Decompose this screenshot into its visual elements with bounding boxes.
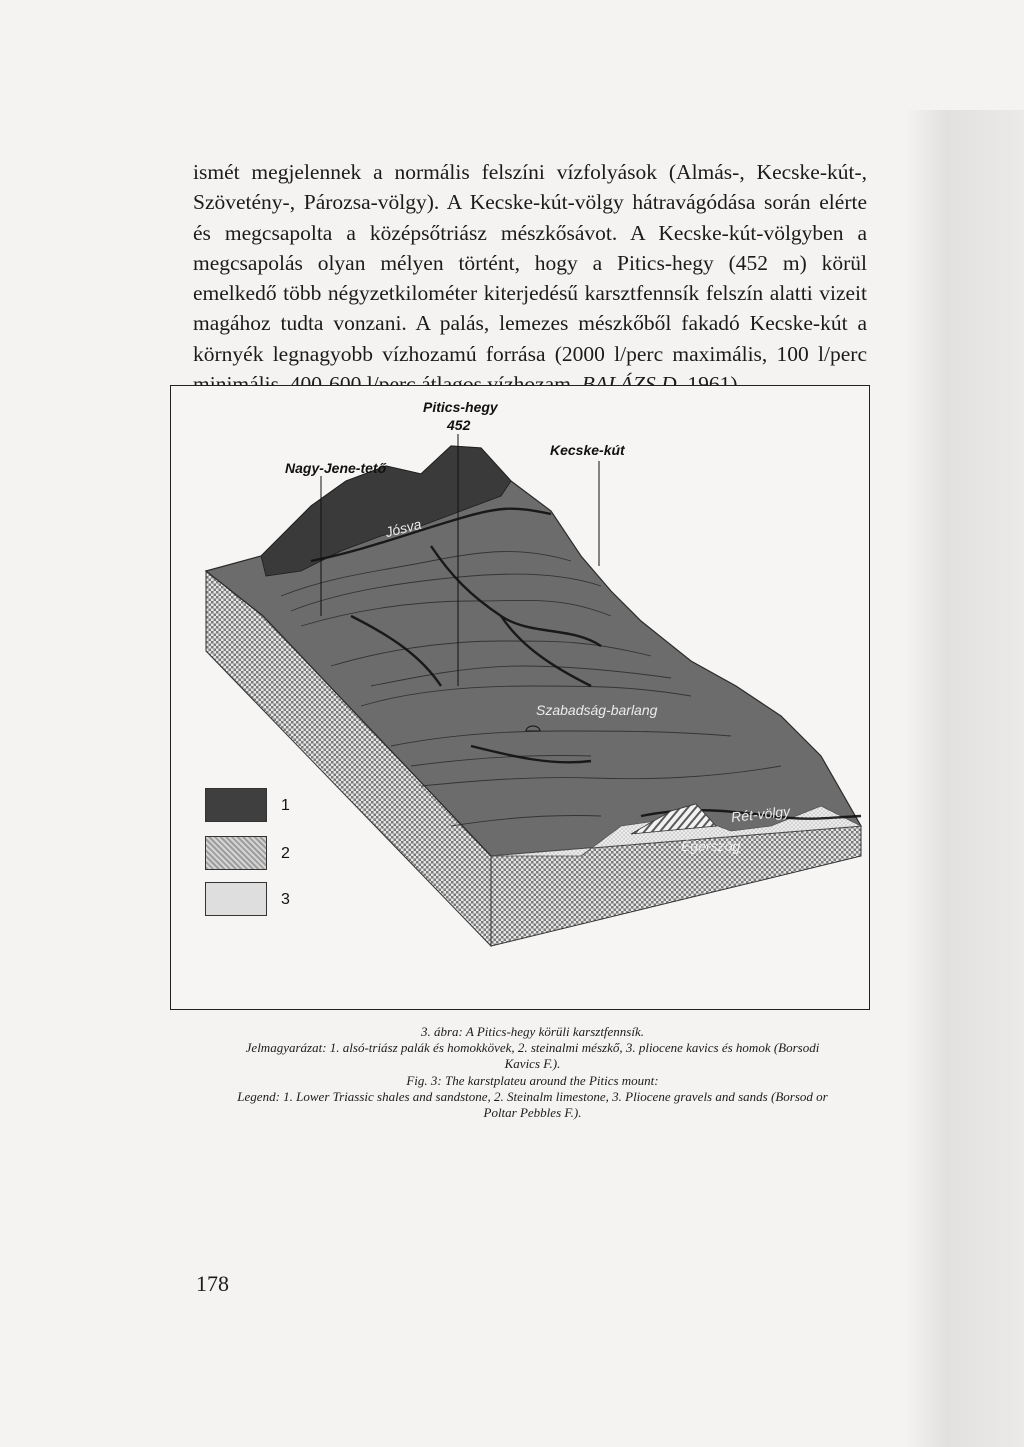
label-szabadsag-barlang: Szabadság-barlang — [536, 702, 658, 718]
legend-swatch-3 — [205, 882, 267, 916]
scan-edge-shadow — [905, 110, 1024, 1447]
page-number: 178 — [196, 1271, 229, 1296]
legend-number-1: 1 — [281, 797, 290, 814]
legend-number-2: 2 — [281, 845, 290, 862]
caption-line-3: Kavics F.). — [504, 1056, 561, 1072]
caption-line-4: Fig. 3: The karstplateu around the Pitics mount: — [406, 1072, 659, 1088]
figure-caption — [195, 1024, 870, 1121]
caption-line-1: 3. ábra: A Pitics-hegy körüli karsztfennsík. — [420, 1024, 645, 1039]
caption-line-2: Jelmagyarázat: 1. alsó-triász palák és homokkövek, 2. steinalmi mészkő, 3. pliocene kavics és homok (Borsodi — [245, 1040, 820, 1056]
legend-swatch-2 — [205, 836, 267, 870]
label-ret-volgy: Rét-völgy — [730, 802, 791, 826]
label-kecske-kut: Kecske-kút — [550, 442, 625, 458]
label-egerszog: Égerszög — [681, 838, 741, 854]
caption-line-6: Poltar Pebbles F.). — [483, 1105, 582, 1121]
paragraph-text: ismét megjelennek a normális felszíni vízfolyások (Almás-, Kecske-kút-, Szövetény-, Pározsa-völgy). A Kecske-kút-völgy hátravágódása során elérte és megcsapolta a középsőtriász mészkősávot. A Kecske-kút-völgyben a megcsapolás olyan mélyen történt, hogy a Pitics-hegy (452 m) körül emelkedő több négyzetkilométer kiterjedésű karsztfennsík felszín alatti vizeit magához tudta vonzani. A palás, lemezes mészkőből fakadó Kecske-kút a környék legnagyobb vízhozamú forrása (2000 l/perc maximális, 100 l/perc — [193, 160, 867, 366]
legend-number-3: 3 — [281, 891, 290, 908]
caption-line-5: Legend: 1. Lower Triassic shales and sandstone, 2. Steinalm limestone, 3. Pliocene gravels and sands (Borsod or — [237, 1088, 828, 1104]
body-paragraph — [193, 157, 867, 399]
block-diagram — [171, 386, 870, 1010]
label-josva: Jósva — [383, 515, 423, 541]
label-pitics-hegy: Pitics-hegy — [423, 399, 498, 415]
label-pitics-height: 452 — [447, 417, 471, 433]
legend-swatch-1 — [205, 788, 267, 822]
label-nagy-jene-teto: Nagy-Jene-tető — [285, 460, 387, 476]
karst-plateau-figure — [170, 385, 870, 1010]
